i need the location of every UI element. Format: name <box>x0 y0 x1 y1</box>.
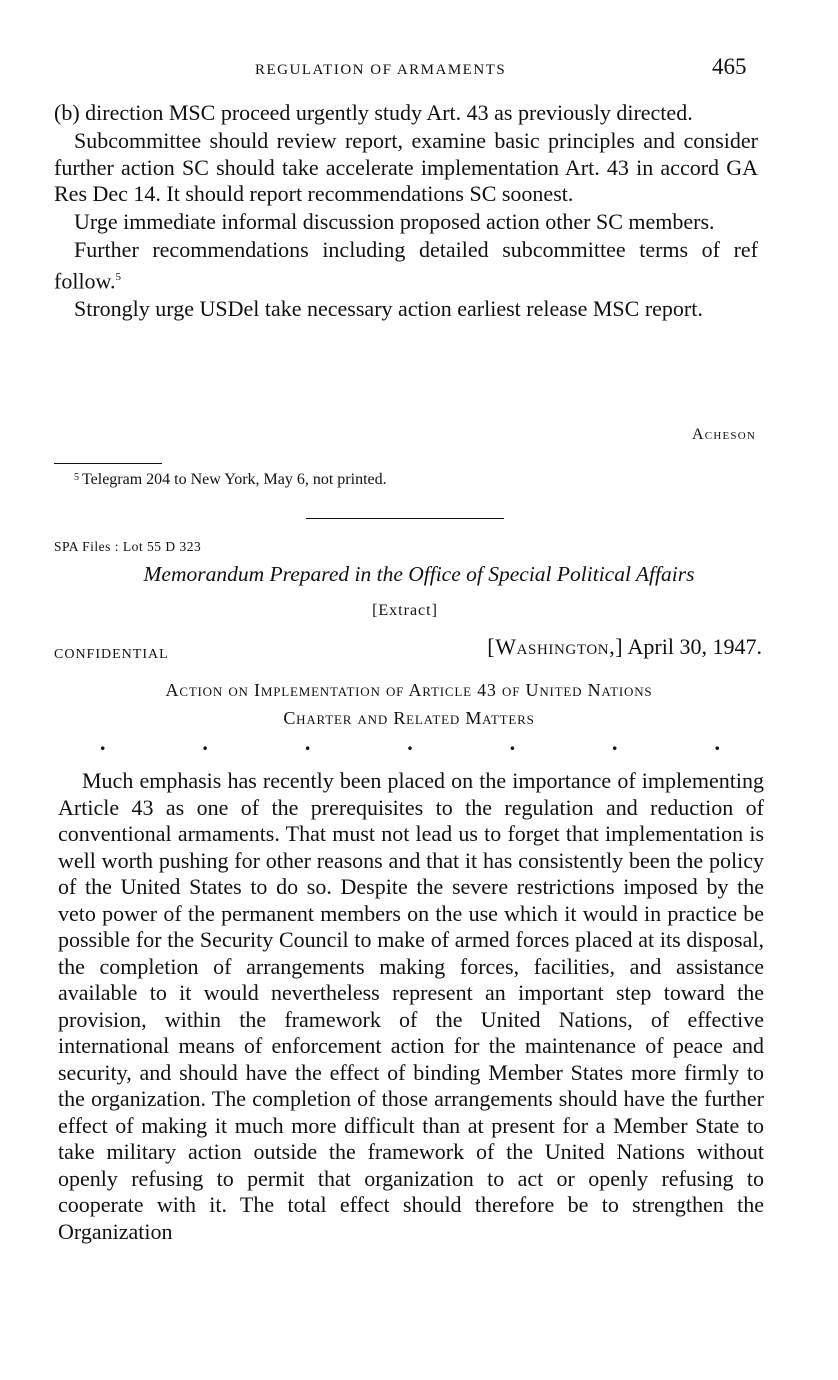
telegram-paragraph: (b) direction MSC proceed urgently study Art. 43 as previously directed. <box>54 100 693 125</box>
footnote <box>74 471 387 489</box>
omission-ellipsis <box>100 730 720 756</box>
memo-body <box>58 768 764 1245</box>
section-separator <box>306 518 504 519</box>
signature: Acheson <box>692 426 756 443</box>
footnote-text: Telegram 204 to New York, May 6, not printed. <box>82 471 387 488</box>
dateline-place: [Washington,] <box>487 634 624 659</box>
footnote-rule <box>54 463 162 464</box>
section-heading-line: Action on Implementation of Article 43 of United Nations <box>165 680 653 700</box>
telegram-paragraph-text: Further recommendations including detailed subcommittee terms of ref follow. <box>54 237 758 293</box>
ellipsis-dot: . <box>407 730 413 755</box>
memo-title: Memorandum Prepared in the Office of Special Political Affairs <box>143 562 695 586</box>
section-heading <box>0 676 818 732</box>
page-number: 465 <box>712 54 747 79</box>
ellipsis-dot: . <box>612 730 618 755</box>
ellipsis-dot: . <box>202 730 208 755</box>
telegram-paragraph: Subcommittee should review report, examine basic principles and consider further action SC should take accelerate implementation Art. 43 in accord GA Res Dec 14. It should report recommendations SC soonest. <box>54 128 758 206</box>
telegram-paragraph <box>54 237 758 294</box>
section-heading-line: Charter and Related Matters <box>283 708 535 728</box>
classification-label: CONFIDENTIAL <box>54 647 169 662</box>
telegram-paragraph: Strongly urge USDel take necessary action earliest release MSC report. <box>74 295 703 321</box>
footnote-marker: 5 <box>74 472 79 483</box>
source-citation: SPA Files : Lot 55 D 323 <box>54 539 202 554</box>
ellipsis-dot: . <box>714 730 720 755</box>
ellipsis-dot: . <box>509 730 516 755</box>
telegram-text <box>54 100 758 324</box>
running-title: REGULATION OF ARMAMENTS <box>255 62 507 78</box>
extract-label: [Extract] <box>372 602 438 619</box>
memo-paragraph: Much emphasis has recently been placed on the importance of implementing Article 43 as one of the prerequisites to the regulation and reduction of conventional armaments. That must not lead us to forget that implementation is well worth pushing for other reasons and that it has consistently been the policy of the United States to do so. Despite the severe restrictions imposed by the veto power of the permanent members on the use which it would in practice be possible for the Security Council to make of armed forces placed at its disposal, the completion of arrangements making forces, facilities, and assistance available to it would nevertheless represent an important step toward the provision, within the framework of the United Nations, of effective international means of enforcement action for the maintenance of peace and security, and should have the effect of binding Member States more firmly to the organization. The completion of those arrangements should have the further effect of making it much more difficult than at present for a Member State to take military action outside the framework of the United Nations without openly refusing to permit that organization to act or openly refusing to cooperate with it. The total effect should therefore be to strengthen the Organization <box>58 768 764 1244</box>
dateline <box>487 634 762 660</box>
running-head <box>0 54 838 86</box>
telegram-paragraph: Urge immediate informal discussion proposed action other SC members. <box>74 209 715 234</box>
ellipsis-dot: . <box>304 730 311 755</box>
footnote-reference: 5 <box>115 270 122 283</box>
ellipsis-dot: . <box>100 730 106 755</box>
dateline-date: April 30, 1947. <box>627 634 762 659</box>
